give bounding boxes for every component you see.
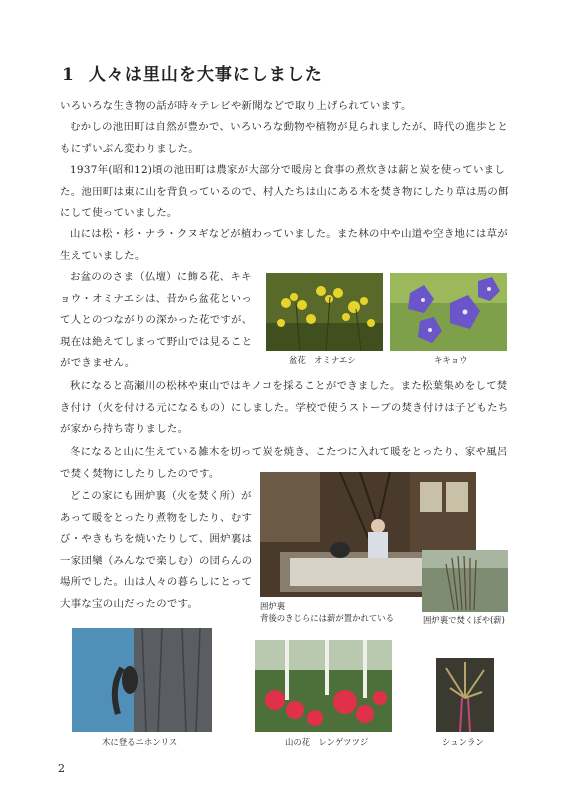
paragraph-7: 冬になると山に生えている雑木を切って炭を焼き、こたつに入れて暖をとったり、家や風呂で焚く焚物にしたりしたのです。 [60, 446, 508, 480]
paragraph-8: どこの家にも囲炉裏（火を焚く所）があって暖をとったり煮物をしたり、むすび・やきもちを焼いたりして、囲炉裏は一家団欒（みんなで楽しむ）の団らんの場所でした。山は人々の暮らしにとって大事な宝の山だったのです。 [60, 490, 253, 610]
paragraph-6: 秋になると高瀬川の松林や東山ではキノコを採ることができました。また松葉集めをして焚き付け（火を付ける元になるもの）にしました。学校で使うストーブの焚き付けは子どもたちが家から持ち寄りました。 [60, 380, 509, 435]
paragraph-3: 1937年(昭和12)頃の池田町は農家が大部分で暖房と食事の煮炊きは薪と炭を使っていました。池田町は東に山を背負っているので、村人たちは山にある木を焚き物にしたり草は馬の餌にして使っていました。 [60, 164, 509, 219]
azalea-photo [255, 640, 392, 732]
ominaeshi-caption: 盆花 オミナエシ [289, 355, 356, 365]
section-title [62, 60, 323, 85]
paragraph-2: むかしの池田町は自然が豊かで、いろいろな動物や植物が見られましたが、時代の進歩とともにずいぶん変わりました。 [60, 121, 509, 155]
page-number: 2 [58, 762, 65, 775]
azalea-caption: 山の花 レンゲツツジ [285, 737, 369, 747]
ominaeshi-photo [266, 273, 383, 351]
firewood-caption: 囲炉裏で焚くぼや(薪) [423, 615, 505, 625]
irori-caption-desc: 背後のきじらには薪が置かれている [260, 613, 394, 623]
paragraph-4: 山には松・杉・ナラ・クヌギなどが植わっていました。また林の中や山道や空き地には草が生えていました。 [60, 228, 508, 262]
paragraph-1: いろいろな生き物の話が時々テレビや新聞などで取り上げられています。 [60, 100, 412, 112]
firewood-bundle-photo [422, 550, 508, 612]
shunran-photo [436, 658, 494, 732]
section-number: 1 [62, 65, 75, 85]
squirrel-caption: 木に登るニホンリス [102, 737, 178, 747]
squirrel-photo [72, 628, 212, 732]
paragraph-5: お盆ののさま（仏壇）に飾る花、キキョウ・オミナエシは、昔から盆花といって人とのつながりの深かった花ですが、現在は絶えてしまって野山では見ることができません。 [60, 271, 253, 369]
irori-caption-title: 囲炉裏 [260, 601, 286, 611]
shunran-caption: シュンラン [442, 737, 484, 747]
kikyo-caption: キキョウ [434, 355, 468, 365]
section-title-text: 人々は里山を大事にしました [88, 65, 323, 85]
kikyo-photo [390, 273, 507, 351]
